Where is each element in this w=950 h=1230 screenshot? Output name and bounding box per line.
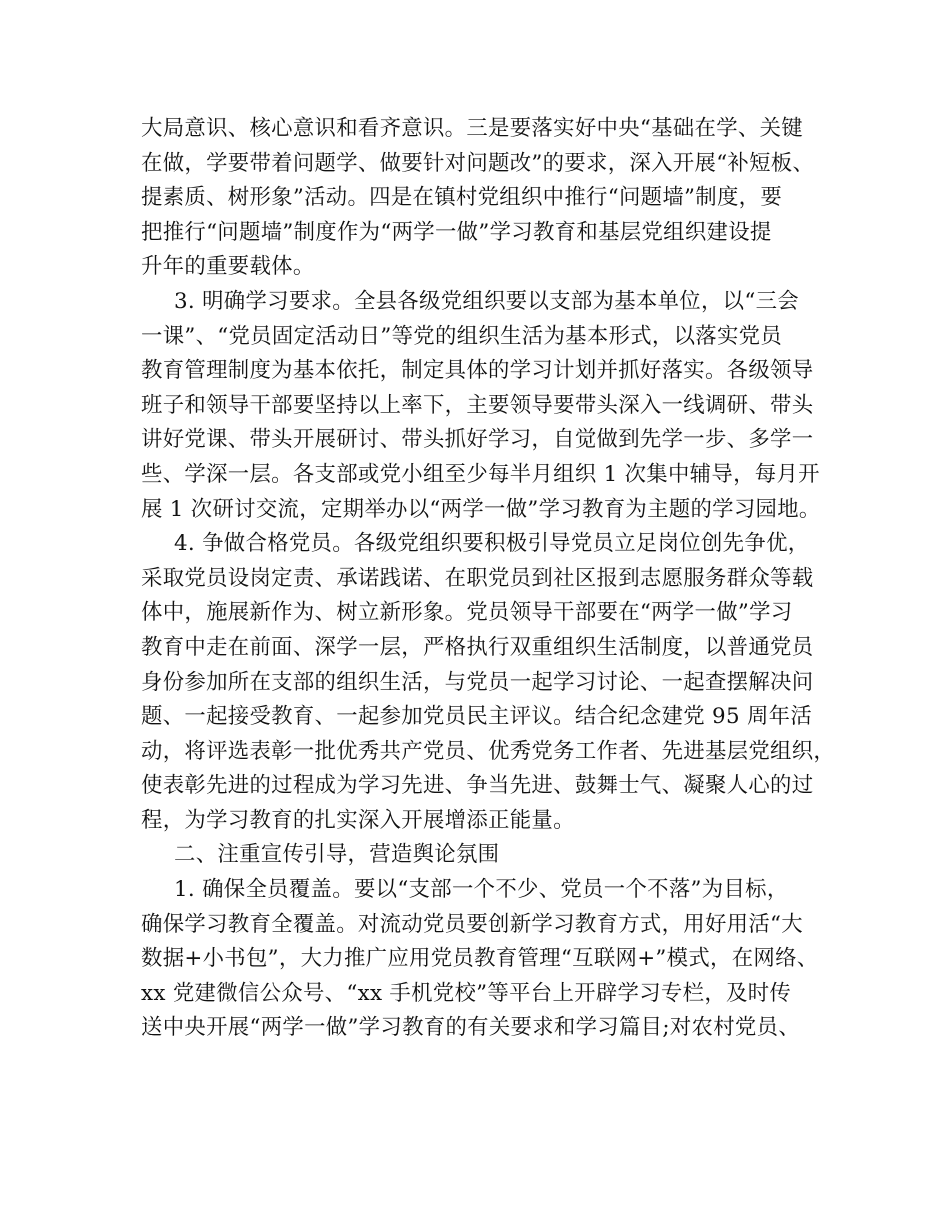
- text-line: 采取党员设岗定责、承诺践诺、在职党员到社区报到志愿服务群众等载: [141, 565, 814, 591]
- text-line: 身份参加所在支部的组织生活，与党员一起学习讨论、一起查摆解决问: [141, 669, 814, 695]
- section-heading: 二、注重宣传引导，营造舆论氛围: [174, 842, 500, 868]
- text-line: xx 党建微信公众号、“xx 手机党校”等平台上开辟学习专栏，及时传: [141, 980, 792, 1006]
- text-line: 数据+小书包”，大力推广应用党员教育管理“互联网+”模式，在网络、: [141, 946, 819, 972]
- text-line: 一课”、“党员固定活动日”等党的组织生活为基本形式，以落实党员: [141, 323, 783, 349]
- paragraph-start-line: 3. 明确学习要求。全县各级党组织要以支部为基本单位，以“三会: [174, 288, 799, 314]
- text-line: 送中央开展“两学一做”学习教育的有关要求和学习篇目;对农村党员、: [141, 1015, 801, 1041]
- text-line: 讲好党课、带头开展研讨、带头抓好学习，自觉做到先学一步、多学一: [141, 427, 814, 453]
- text-line: 大局意识、核心意识和看齐意识。三是要落实好中央“基础在学、关键: [141, 116, 803, 141]
- text-line: 教育中走在前面、深学一层，严格执行双重组织生活制度，以普通党员: [141, 634, 814, 660]
- text-line: 教育管理制度为基本依托，制定具体的学习计划并抓好落实。各级领导: [141, 358, 814, 384]
- text-line: 确保学习教育全覆盖。对流动党员要创新学习教育方式，用好用活“大: [141, 911, 803, 937]
- text-line: 体中，施展新作为、树立新形象。党员领导干部要在“两学一做”学习: [141, 600, 793, 626]
- text-line: 在做，学要带着问题学、做要针对问题改”的要求，深入开展“补短板、: [141, 150, 815, 176]
- paragraph-start-line: 4. 争做合格党员。各级党组织要积极引导党员立足岗位创先争优，: [174, 531, 810, 557]
- document-body: [141, 112, 836, 1046]
- text-line: 把推行“问题墙”制度作为“两学一做”学习教育和基层党组织建设提: [141, 219, 772, 245]
- text-line: 展 1 次研讨交流，定期举办以“两学一做”学习教育为主题的学习园地。: [141, 496, 821, 522]
- text-line: 些、学深一层。各支部或党小组至少每半月组织 1 次集中辅导，每月开: [141, 461, 820, 487]
- text-line: 动，将评选表彰一批优秀共产党员、优秀党务工作者、先进基层党组织，: [141, 738, 836, 764]
- text-line: 提素质、树形象”活动。四是在镇村党组织中推行“问题墙”制度，要: [141, 185, 783, 211]
- text-line: 题、一起接受教育、一起参加党员民主评议。结合纪念建党 95 周年活: [141, 704, 813, 730]
- text-line: 班子和领导干部要坚持以上率下，主要领导要带头深入一线调研、带头: [141, 392, 814, 418]
- text-line: 升年的重要载体。: [141, 254, 315, 280]
- paragraph-start-line: 1. 确保全员覆盖。要以“支部一个不少、党员一个不落”为目标，: [174, 877, 789, 903]
- text-line: 程，为学习教育的扎实深入开展增添正能量。: [141, 807, 575, 833]
- text-line: 使表彰先进的过程成为学习先进、争当先进、鼓舞士气、凝聚人心的过: [141, 773, 814, 799]
